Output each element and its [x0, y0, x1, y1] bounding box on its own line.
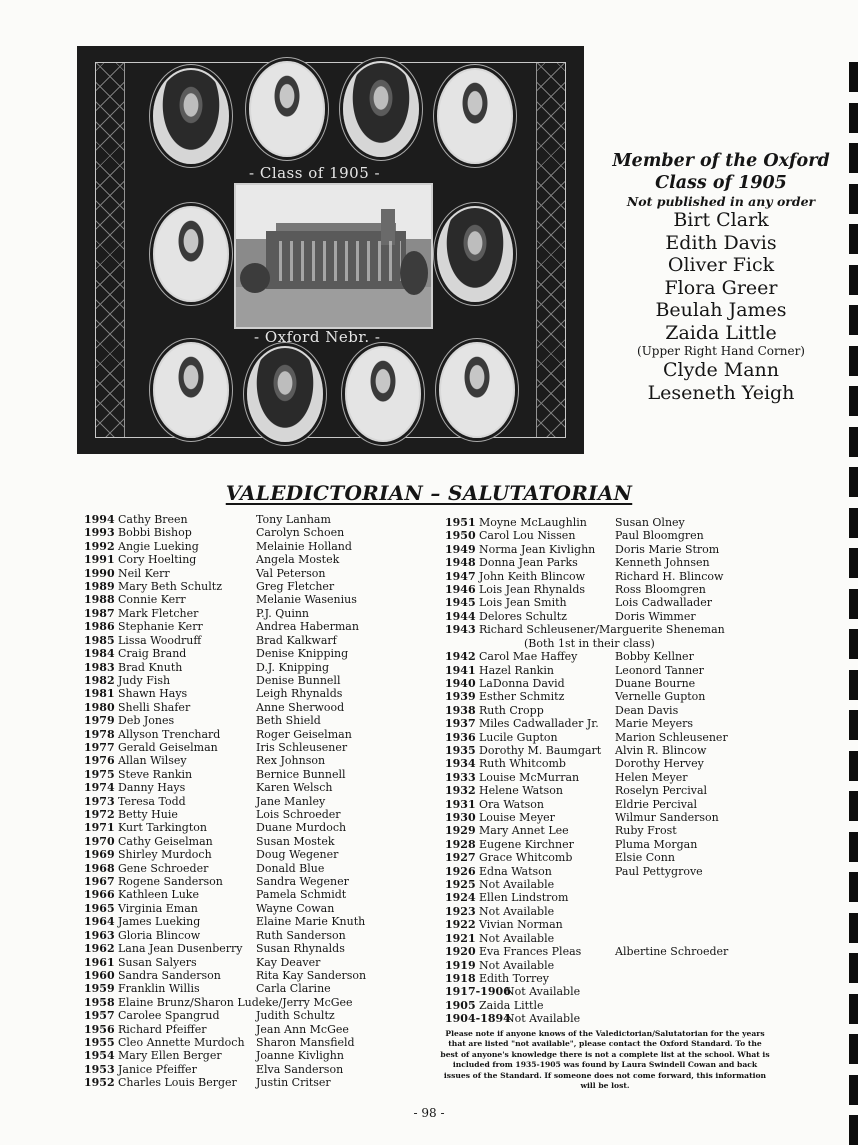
salutatorian-name: Ruby Frost: [615, 824, 677, 838]
salutatorian-name: Susan Rhynalds: [256, 942, 345, 956]
binding-mark: [849, 670, 858, 700]
valedictorian-name: Dorothy M. Baumgart: [479, 743, 602, 757]
binding-mark: [849, 1075, 858, 1105]
salutatorian-name: Rita Kay Sanderson: [256, 968, 367, 982]
year: 1951: [445, 516, 476, 529]
salutatorian-name: Brad Kalkwarf: [256, 633, 337, 647]
year: 1954: [84, 1049, 115, 1063]
salutatorian-name: Sandra Wegener: [256, 875, 349, 889]
member-name: Zaida Little: [665, 321, 777, 344]
valedictorian-name: Not Available: [505, 985, 581, 999]
valedictorian-name: Gerald Geiselman: [118, 740, 218, 754]
year: 1976: [84, 754, 115, 768]
valedictorian-name: James Lueking: [118, 915, 201, 929]
year: 1981: [84, 687, 115, 701]
year: 1962: [84, 942, 115, 956]
year: 1966: [84, 888, 115, 902]
photo-caption-bottom: - Oxford Nebr. -: [254, 328, 381, 346]
binding-mark: [849, 508, 858, 538]
salutatorian-name: Duane Murdoch: [256, 821, 347, 835]
salutatorian-name: Joanne Kivlighn: [256, 1049, 344, 1063]
year: 1953: [84, 1062, 115, 1076]
portrait: [153, 342, 229, 438]
salutatorian-name: Wayne Cowan: [256, 901, 335, 915]
member-name: Edith Davis: [665, 231, 777, 254]
portrait: [247, 346, 323, 442]
year: 1918: [445, 971, 476, 985]
valedictorian-name: Eva Frances Pleas: [479, 945, 582, 959]
binding-mark: [849, 913, 858, 943]
salutatorian-name: Angela Mostek: [256, 553, 340, 567]
salutatorian-name: Leigh Rhynalds: [256, 687, 343, 701]
salutatorian-name: Paul Bloomgren: [615, 529, 704, 543]
year: 1990: [84, 566, 115, 580]
year: 1904-1894: [445, 1012, 511, 1026]
valedictorian-name: Neil Kerr: [118, 566, 170, 580]
year: 1959: [84, 982, 115, 996]
year: 1905: [445, 998, 476, 1012]
valedictorian-name: Gene Schroeder: [118, 861, 209, 875]
year: 1978: [84, 727, 115, 741]
salutatorian-name: Pamela Schmidt: [256, 888, 347, 902]
valedictorian-name: Judy Fish: [118, 673, 171, 687]
valedictorian-name: Eugene Kirchner: [479, 837, 574, 851]
year: 1989: [84, 580, 115, 594]
salutatorian-name: Ruth Sanderson: [256, 928, 346, 942]
valedictorian-name: Angie Lueking: [118, 539, 199, 553]
valedictorian-name: Carol Lou Nissen: [479, 529, 576, 543]
year: 1936: [445, 730, 476, 744]
valedictorian-name: Kathleen Luke: [118, 888, 199, 902]
year: 1986: [84, 620, 115, 634]
valedictorian-name: (Both 1st in their class): [524, 636, 655, 650]
salutatorian-name: Denise Bunnell: [256, 673, 341, 687]
salutatorian-name: Karen Welsch: [256, 781, 333, 795]
valedictorian-name: Mary Annet Lee: [479, 824, 569, 838]
salutatorian-name: Iris Schleusener: [256, 740, 348, 754]
valedictorian-name: Bobbi Bishop: [118, 526, 192, 540]
valedictorian-name: Carol Mae Haffey: [479, 650, 578, 664]
year: 1919: [445, 958, 476, 972]
valedictorian-name: Charles Louis Berger: [118, 1076, 237, 1090]
year: 1985: [84, 633, 115, 647]
binding-mark: [849, 832, 858, 862]
portrait: [345, 346, 421, 442]
year: 1965: [84, 901, 115, 915]
binding-mark: [849, 427, 858, 457]
year: 1956: [84, 1022, 115, 1036]
valedictorian-name: Helene Watson: [479, 784, 563, 798]
salutatorian-name: Val Peterson: [256, 566, 326, 580]
portrait: [249, 61, 325, 157]
valedictorian-name: Craig Brand: [118, 647, 187, 661]
portrait: [343, 61, 419, 157]
binding-mark: [849, 62, 858, 92]
year: 1967: [84, 875, 115, 889]
salutatorian-name: Wilmur Sanderson: [615, 811, 719, 825]
valedictorian-name: Not Available: [505, 1012, 581, 1026]
member-name: Oliver Fick: [667, 254, 775, 276]
year: 1937: [445, 717, 476, 731]
year: 1975: [84, 767, 115, 781]
valedictorian-name: Shelli Shafer: [118, 700, 191, 714]
year: 1971: [84, 821, 115, 835]
salutatorian-name: Paul Pettygrove: [615, 864, 703, 878]
salutatorian-name: Greg Fletcher: [256, 580, 335, 594]
year: 1977: [84, 740, 115, 754]
valedictorian-name: Brad Knuth: [118, 660, 183, 674]
year: 1984: [84, 647, 115, 661]
year: 1948: [445, 556, 476, 570]
year: 1961: [84, 955, 115, 969]
valedictorian-name: Zaida Little: [479, 998, 544, 1012]
year: 1964: [84, 915, 115, 929]
valedictorian-name: Teresa Todd: [118, 794, 186, 808]
member-name: Flora Greer: [664, 276, 778, 299]
valedictorian-name: Betty Huie: [118, 808, 178, 822]
year: 1969: [84, 848, 115, 862]
valedictorian-name: Delores Schultz: [479, 609, 567, 623]
salutatorian-name: Richard H. Blincow: [615, 569, 724, 583]
salutatorian-name: Beth Shield: [256, 714, 321, 728]
salutatorian-name: Anne Sherwood: [256, 700, 345, 714]
salutatorian-name: Kenneth Johnsen: [615, 556, 710, 570]
valedictorian-name: Steve Rankin: [118, 767, 193, 781]
year: 1973: [84, 794, 115, 808]
photo-caption-top: - Class of 1905 -: [249, 164, 381, 182]
valedictorian-name: Shawn Hays: [118, 687, 188, 701]
year: 1950: [445, 529, 476, 543]
year: 1963: [84, 928, 115, 942]
year: 1947: [445, 569, 476, 583]
portrait: [153, 206, 229, 302]
binding-mark: [849, 953, 858, 983]
year: 1934: [445, 757, 476, 771]
valedictorian-name: Stephanie Kerr: [118, 620, 203, 634]
year: 1957: [84, 1009, 115, 1023]
salutatorian-name: P.J. Quinn: [256, 606, 310, 620]
valedictorian-name: Lissa Woodruff: [118, 633, 202, 647]
valedictorian-name: Connie Kerr: [118, 593, 186, 607]
valedictorian-name: Miles Cadwallader Jr.: [479, 717, 599, 731]
salutatorian-name: Melainie Holland: [256, 539, 352, 553]
valedictorian-name: Shirley Murdoch: [118, 848, 212, 862]
valedictorian-name: Hazel Rankin: [479, 663, 554, 677]
valedictorian-name: Cory Hoelting: [118, 553, 197, 567]
salutatorian-name: Tony Lanham: [256, 513, 331, 526]
binding-mark: [849, 1034, 858, 1064]
binding-mark: [849, 386, 858, 416]
members-subtitle: Not published in any order: [626, 194, 816, 209]
salutatorian-name: Albertine Schroeder: [615, 945, 729, 959]
valedictorian-name: Elaine Brunz/Sharon Ludeke/Jerry McGee: [118, 995, 353, 1009]
year: 1938: [445, 703, 476, 717]
valedictorian-name: John Keith Blincow: [479, 569, 586, 583]
year: 1928: [445, 837, 476, 851]
portrait: [437, 68, 513, 164]
salutatorian-name: Pluma Morgan: [615, 837, 698, 851]
year: 1932: [445, 784, 476, 798]
valedictorian-name: Lois Jean Smith: [479, 596, 567, 610]
year: 1929: [445, 824, 476, 838]
salutatorian-name: Carolyn Schoen: [256, 526, 345, 540]
valedictorian-name: Carolee Spangrud: [118, 1009, 220, 1023]
binding-mark: [849, 224, 858, 254]
valedictorian-name: Louise McMurran: [479, 770, 580, 784]
valedictorian-name: Kurt Tarkington: [118, 821, 207, 835]
salutatorian-name: Alvin R. Blincow: [615, 743, 707, 757]
year: 1945: [445, 596, 476, 610]
year: 1992: [84, 539, 115, 553]
binding-mark: [849, 305, 858, 335]
valedictorian-name: Danny Hays: [118, 781, 186, 795]
year: 1946: [445, 583, 476, 597]
members-title: Member of the Oxford Class of 1905: [612, 151, 830, 193]
binding-mark: [849, 346, 858, 376]
valedictorian-name: Cathy Geiselman: [118, 834, 213, 848]
section-heading: VALEDICTORIAN – SALUTATORIAN: [225, 481, 633, 505]
valedictorian-name: Sandra Sanderson: [118, 968, 221, 982]
valedictorian-name: Grace Whitcomb: [479, 851, 573, 865]
year: 1972: [84, 808, 115, 822]
valedictorian-name: Lucile Gupton: [479, 730, 558, 744]
year: 1923: [445, 904, 476, 918]
salutatorian-name: Sharon Mansfield: [256, 1035, 355, 1049]
binding-mark: [849, 872, 858, 902]
member-name: Clyde Mann: [662, 359, 780, 381]
salutatorian-name: Rex Johnson: [256, 754, 326, 768]
salutatorian-name: Doug Wegener: [256, 848, 339, 862]
year: 1980: [84, 700, 115, 714]
year: 1931: [445, 797, 476, 811]
member-name: Leseneth Yeigh: [647, 381, 795, 404]
binding-mark: [849, 548, 858, 578]
year: 1949: [445, 542, 476, 556]
valedictorian-name: Donna Jean Parks: [479, 556, 578, 570]
salutatorian-name: Lois Schroeder: [256, 808, 341, 822]
valedictorian-name: Moyne McLaughlin: [479, 516, 587, 529]
valedictorian-name: Ellen Lindstrom: [479, 891, 569, 905]
salutatorian-name: Doris Wimmer: [615, 609, 696, 623]
valedictorian-name: Norma Jean Kivlighn: [479, 542, 596, 556]
year: 1943: [445, 623, 476, 637]
valedictorian-name: Susan Salyers: [118, 955, 197, 969]
binding-mark: [849, 589, 858, 619]
year: 1974: [84, 781, 115, 795]
salutatorian-name: Marion Schleusener: [615, 730, 728, 744]
salutatorian-name: Dean Davis: [615, 703, 679, 717]
year: 1926: [445, 864, 476, 878]
class-members-list: [596, 150, 846, 404]
valedictorian-name: Cleo Annette Murdoch: [118, 1035, 245, 1049]
salutatorian-name: Eldrie Percival: [615, 797, 698, 811]
year: 1925: [445, 878, 476, 892]
salutatorian-name: Elva Sanderson: [256, 1062, 344, 1076]
salutatorian-name: Donald Blue: [256, 861, 325, 875]
valedictorian-name: Not Available: [479, 878, 555, 892]
salutatorian-name: Elaine Marie Knuth: [256, 915, 366, 929]
valedictorian-name: Louise Meyer: [479, 811, 555, 825]
valedictorian-name: Lois Jean Rhynalds: [479, 583, 586, 597]
year: 1991: [84, 553, 115, 567]
member-name: Beulah James: [655, 299, 787, 321]
valedictorian-name: Allyson Trenchard: [118, 727, 221, 741]
valedictorian-name: Franklin Willis: [118, 982, 200, 996]
valedictorian-name: Not Available: [479, 904, 555, 918]
footnote: Please note if anyone knows of the Valedictorian/Salutatorian for the years that are listed "not available", please contact the Oxford Standard. To the best of anyone's knowledge there is not a complete list at the school. What is included from 1935-1905 was found by Laura Swindell Cowan and back issues of the Standard. If someone does not come forward, this information will be lost.: [440, 1029, 770, 1091]
binding-mark: [849, 629, 858, 659]
valedictorian-name: Edith Torrey: [479, 971, 549, 985]
valedictorian-name: Esther Schmitz: [479, 690, 565, 704]
valedictorian-name: Cathy Breen: [118, 513, 188, 526]
binding-mark: [849, 184, 858, 214]
salutatorian-name: Andrea Haberman: [256, 620, 359, 634]
year: 1952: [84, 1076, 115, 1090]
salutatorian-name: Elsie Conn: [615, 851, 675, 865]
year: 1921: [445, 931, 476, 945]
valedictorian-name: Deb Jones: [118, 714, 175, 728]
salutatorian-name: Susan Olney: [615, 516, 685, 529]
salutatorian-name: Bobby Kellner: [615, 650, 694, 664]
salutatorian-name: Melanie Wasenius: [256, 593, 357, 607]
year: 1968: [84, 861, 115, 875]
year: 1987: [84, 606, 115, 620]
portrait: [437, 206, 513, 302]
year: 1958: [84, 995, 115, 1009]
valedictorian-name: LaDonna David: [479, 676, 565, 690]
year: 1979: [84, 714, 115, 728]
salutatorian-name: D.J. Knipping: [256, 660, 330, 674]
valedictorian-name: Richard Schleusener/Marguerite Sheneman: [479, 623, 725, 637]
salutatorian-name: Carla Clarine: [256, 982, 331, 996]
member-name: Birt Clark: [673, 209, 769, 231]
salutatorian-name: Leonord Tanner: [615, 663, 704, 677]
portrait: [153, 68, 229, 164]
salutatorian-name: Ross Bloomgren: [615, 583, 706, 597]
valedictorian-name: Ruth Whitcomb: [479, 757, 566, 771]
valedictorian-name: Rogene Sanderson: [118, 875, 223, 889]
salutatorian-name: Jane Manley: [256, 794, 326, 808]
salutatorian-name: Jean Ann McGee: [256, 1022, 349, 1036]
salutatorian-name: Susan Mostek: [256, 834, 335, 848]
year: 1939: [445, 690, 476, 704]
year: 1983: [84, 660, 115, 674]
year: 1930: [445, 811, 476, 825]
year: 1922: [445, 918, 476, 932]
salutatorian-name: Vernelle Gupton: [615, 690, 706, 704]
valedictorian-name: Lana Jean Dusenberry: [118, 942, 243, 956]
binding-mark: [849, 791, 858, 821]
valedictorian-name: Ruth Cropp: [479, 703, 544, 717]
salutatorian-name: Doris Marie Strom: [615, 542, 720, 556]
year: 1960: [84, 968, 115, 982]
binding-mark: [849, 265, 858, 295]
salutatorian-name: Judith Schultz: [256, 1009, 335, 1023]
salutatorian-name: Dorothy Hervey: [615, 757, 704, 771]
year: 1982: [84, 673, 115, 687]
year: 1935: [445, 743, 476, 757]
year: 1917-1906: [445, 985, 511, 999]
school-building-image: [234, 183, 433, 329]
salutatorian-name: Roger Geiselman: [256, 727, 352, 741]
year: 1993: [84, 526, 115, 540]
member-names: [596, 209, 846, 404]
valedictorian-name: Ora Watson: [479, 797, 545, 811]
year: 1933: [445, 770, 476, 784]
year: 1942: [445, 650, 476, 664]
salutatorian-name: Kay Deaver: [256, 955, 321, 969]
valedictorian-name: Gloria Blincow: [118, 928, 201, 942]
year: 1920: [445, 945, 476, 959]
year: 1941: [445, 663, 476, 677]
year: 1970: [84, 834, 115, 848]
salutatorian-name: Marie Meyers: [615, 717, 694, 731]
class-photo: [77, 46, 584, 454]
year: 1924: [445, 891, 476, 905]
page-number: - 98 -: [413, 1106, 445, 1120]
member-note: (Upper Right Hand Corner): [637, 344, 805, 358]
binding-mark: [849, 994, 858, 1024]
binding-mark: [849, 143, 858, 173]
valedictorian-name: Allan Wilsey: [118, 754, 187, 768]
valedictorian-name: Vivian Norman: [479, 918, 563, 932]
binding-mark: [849, 710, 858, 740]
salutatorian-name: Roselyn Percival: [615, 784, 708, 798]
valedictorian-name: Not Available: [479, 931, 555, 945]
valedictorian-name: Mary Ellen Berger: [118, 1049, 222, 1063]
year: 1955: [84, 1035, 115, 1049]
salutatorian-name: Lois Cadwallader: [615, 596, 712, 610]
valedictorian-name: Virginia Eman: [118, 901, 198, 915]
portrait: [439, 342, 515, 438]
valedictorian-name: Mark Fletcher: [118, 606, 199, 620]
year: 1927: [445, 851, 476, 865]
year: 1944: [445, 609, 476, 623]
salutatorian-name: Justin Critser: [256, 1076, 331, 1090]
salutatorian-name: Helen Meyer: [615, 770, 688, 784]
valedictorian-name: Mary Beth Schultz: [118, 580, 222, 594]
valedictorian-name: Richard Pfeiffer: [118, 1022, 207, 1036]
binding-edge: [846, 0, 858, 1130]
binding-mark: [849, 103, 858, 133]
year: 1988: [84, 593, 115, 607]
valedictorian-name: Janice Pfeiffer: [118, 1062, 197, 1076]
salutatorian-name: Bernice Bunnell: [256, 767, 346, 781]
salutatorian-name: Duane Bourne: [615, 676, 696, 690]
valedictorian-name: Not Available: [479, 958, 555, 972]
salutatorian-name: Denise Knipping: [256, 647, 349, 661]
binding-mark: [849, 751, 858, 781]
valedictorian-name: Edna Watson: [479, 864, 552, 878]
year: 1994: [84, 513, 115, 526]
year: 1940: [445, 676, 476, 690]
